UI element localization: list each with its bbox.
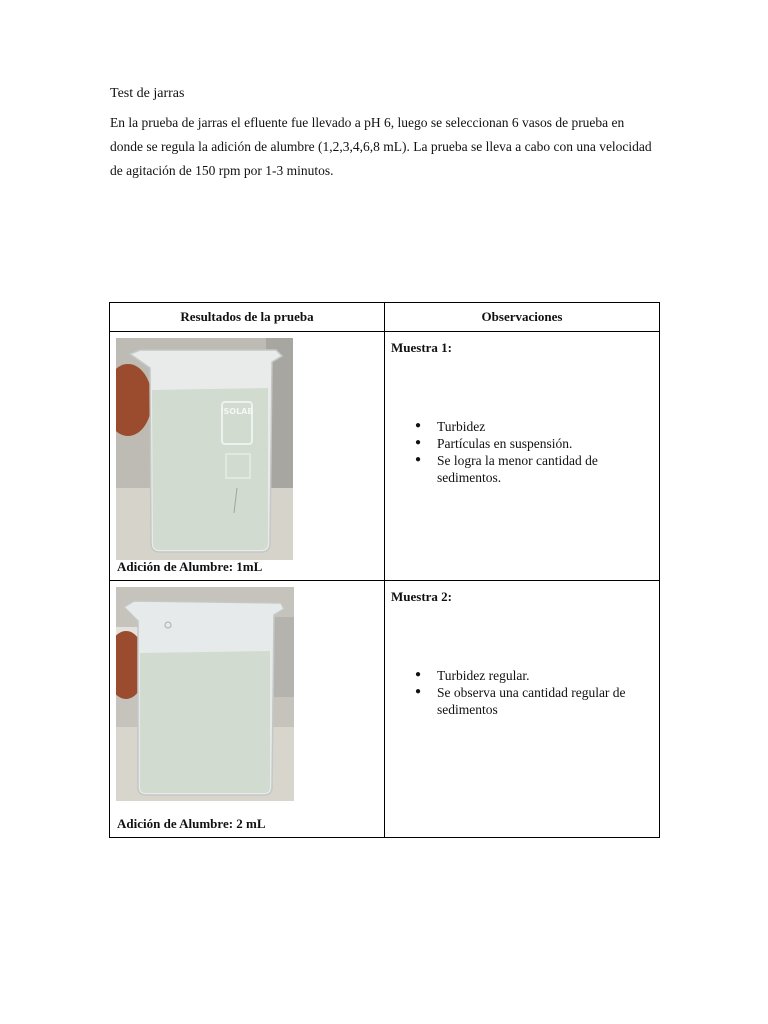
header-results: Resultados de la prueba [110,303,385,332]
photo-caption: Adición de Alumbre: 1mL [117,559,263,574]
list-item: ● Se logra la menor cantidad de sedimentos. [437,452,653,486]
document-title: Test de jarras [110,86,185,101]
observations-cell [385,332,660,581]
list-item: ● Se observa una cantidad regular de sedimentos [437,684,653,718]
header-observations: Observaciones [385,303,660,332]
photo-caption: Adición de Alumbre: 2 mL [117,816,266,831]
sample-title: Muestra 1: [391,340,453,355]
list-item: ● Turbidez [437,418,653,435]
results-table [109,302,660,838]
intro-paragraph: En la prueba de jarras el efluente fue llevado a pH 6, luego se seleccionan 6 vasos de prueba en donde se regula la adición de alumbre (1,2,3,4,6,8 mL). La prueba se lleva a cabo con una velocidad de agitación de 150 rpm por 1-3 minutos. [110,115,652,178]
observations-cell [385,581,660,838]
beaker-photo-1 [116,338,293,560]
beaker-photo-2 [116,587,294,801]
beaker-brand-label: ISOLAB [220,407,254,416]
list-item: ● Turbidez regular. [437,667,653,684]
table-header-row [110,303,660,332]
results-cell [110,581,385,838]
sample-title: Muestra 2: [391,589,453,604]
observations-list [391,667,653,718]
results-cell [110,332,385,581]
list-item: ● Partículas en suspensión. [437,435,653,452]
table-row [110,581,660,838]
observations-list [391,418,653,486]
table-row [110,332,660,581]
